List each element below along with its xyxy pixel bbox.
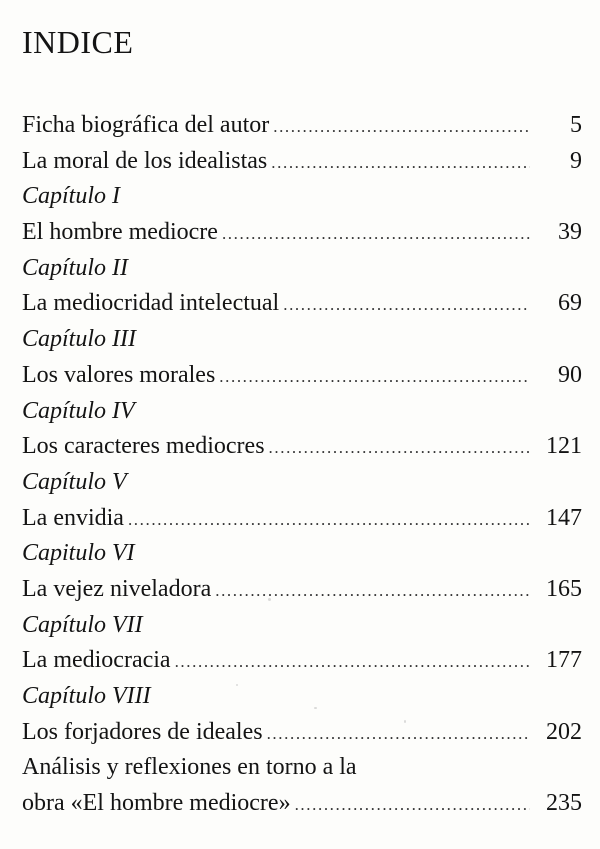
entry-title: La vejez niveladora [22, 575, 212, 602]
dot-leader [215, 573, 530, 609]
scan-speck [404, 720, 406, 723]
chapter-heading [22, 608, 582, 644]
dot-leader [219, 359, 530, 395]
entry-page-number: 39 [558, 219, 582, 246]
scan-speck [268, 598, 271, 601]
toc-entry-chapter-6 [22, 572, 582, 608]
chapter-heading [22, 179, 582, 215]
entry-title: Los valores morales [22, 361, 216, 388]
entry-title: Análisis y reflexiones en torno a la [22, 754, 357, 781]
entry-title: Ficha biográfica del autor [22, 112, 270, 138]
entry-title: El hombre mediocre [22, 219, 218, 246]
entry-page-number: 90 [558, 361, 582, 388]
chapter-label: Capítulo II [22, 254, 128, 281]
toc-entry-analysis-line-1 [22, 750, 582, 786]
chapter-label: Capítulo VII [22, 611, 143, 638]
entry-title: La mediocracia [22, 647, 171, 674]
entry-page-number: 165 [546, 575, 582, 602]
toc-entry-idealists-moral [22, 144, 582, 180]
chapter-label: Capítulo V [22, 468, 127, 495]
toc-entry-chapter-4 [22, 429, 582, 465]
entry-title: obra «El hombre mediocre» [22, 790, 291, 817]
chapter-label: Capítulo VIII [22, 683, 151, 709]
entry-title: La envidia [22, 504, 124, 531]
entry-page-number: 121 [546, 433, 582, 460]
entry-page-number: 235 [546, 790, 582, 817]
toc-entry-chapter-8 [22, 715, 582, 751]
toc-entry-chapter-7 [22, 643, 582, 679]
entry-title: La mediocridad intelectual [22, 290, 280, 317]
dot-leader [267, 716, 530, 752]
chapter-label: Capitulo VI [22, 540, 135, 567]
entry-page-number: 69 [558, 290, 582, 317]
dot-leader [269, 430, 530, 466]
entry-title: Los forjadores de ideales [22, 718, 263, 745]
entry-page-number: 5 [570, 112, 582, 138]
dot-leader [222, 216, 530, 252]
entry-page-number: 202 [546, 718, 582, 745]
entry-page-number: 177 [546, 647, 582, 674]
scan-speck [314, 707, 317, 709]
entry-page-number: 9 [570, 147, 582, 174]
chapter-heading [22, 394, 582, 430]
toc-entry-analysis-line-2 [22, 786, 582, 822]
page-title: INDICE [22, 24, 134, 60]
dot-leader [283, 287, 530, 323]
chapter-label: Capítulo III [22, 326, 136, 353]
chapter-heading [22, 679, 582, 715]
dot-leader [175, 644, 530, 680]
entry-title: La moral de los idealistas [22, 147, 268, 174]
entry-page-number: 147 [546, 504, 582, 531]
dot-leader [295, 787, 530, 823]
scan-speck [236, 684, 238, 686]
table-of-contents [22, 108, 582, 822]
toc-entry-chapter-1 [22, 215, 582, 251]
chapter-heading [22, 536, 582, 572]
toc-entry-chapter-3 [22, 358, 582, 394]
dot-leader [273, 109, 530, 145]
chapter-heading [22, 465, 582, 501]
chapter-label: Capítulo IV [22, 397, 135, 424]
chapter-heading [22, 251, 582, 287]
dot-leader [128, 502, 530, 538]
dot-leader [271, 145, 530, 181]
toc-entry-chapter-5 [22, 501, 582, 537]
toc-entry-author-bio [22, 108, 582, 144]
toc-entry-chapter-2 [22, 286, 582, 322]
chapter-heading [22, 322, 582, 358]
chapter-label: Capítulo I [22, 183, 121, 210]
entry-title: Los caracteres mediocres [22, 433, 265, 460]
